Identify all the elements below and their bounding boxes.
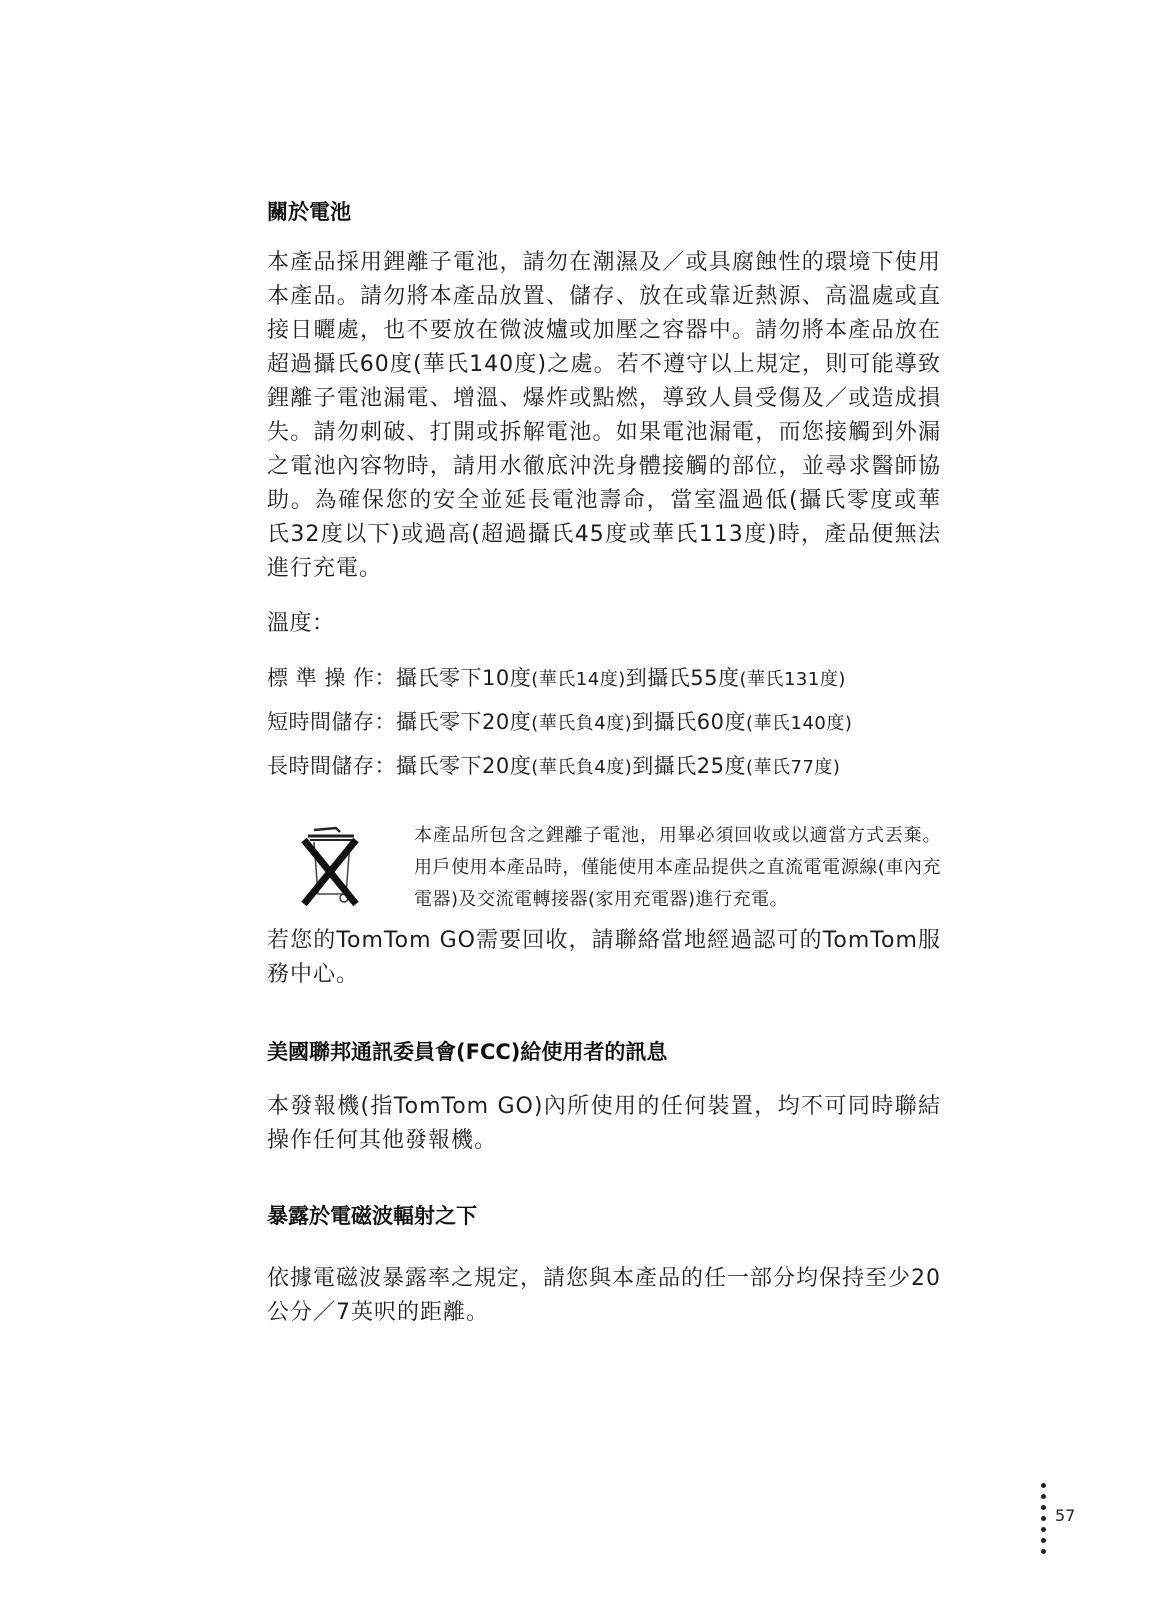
temp-row-short-storage <box>267 706 852 736</box>
temperature-label: 溫度： <box>267 611 335 636</box>
temp-row-fahrenheit-high: (華氏77度) <box>745 757 841 778</box>
temp-row-range: 攝氏零下10度 <box>396 666 532 690</box>
temp-row-label: 標 準 操 作： <box>267 666 397 690</box>
temp-row-fahrenheit-low: (華氏負4度) <box>531 713 633 734</box>
temp-row-label: 短時間儲存： <box>267 710 396 734</box>
page-number: 57 <box>1055 1506 1076 1525</box>
temp-row-range: 攝氏零下20度 <box>396 710 532 734</box>
temp-row-range-high: 到攝氏25度 <box>632 754 746 778</box>
emf-heading: 暴露於電磁波輻射之下 <box>267 1204 477 1228</box>
temp-row-range-high: 到攝氏55度 <box>625 666 740 690</box>
temp-row-range: 攝氏零下20度 <box>396 754 532 778</box>
battery-paragraph: 本產品採用鋰離子電池，請勿在潮濕及／或具腐蝕性的環境下使用本產品。請勿將本產品放置、儲存、放在或靠近熱源、高溫處或直接日曬處，也不要放在微波爐或加壓之容器中。請勿將本產品放在超過攝氏60度(華氏140度)之處。若不遵守以上規定，則可能導致鋰離子電池漏電、增溫、爆炸或點燃，導致人員受傷及／或造成損失。請勿刺破、打開或拆解電池。如果電池漏電，而您接觸到外漏之電池內容物時，請用水徹底沖洗身體接觸的部位，並尋求醫師協助。為確保您的安全並延長電池壽命，當室溫過低(攝氏零度或華氏32度以下)或過高(超過攝氏45度或華氏113度)時，產品便無法進行充電。 <box>267 250 941 581</box>
recycle-note: 本產品所包含之鋰離子電池，用畢必須回收或以適當方式丟棄。用戶使用本產品時，僅能使用本產品提供之直流電電源線(車內充電器)及交流電轉接器(家用充電器)進行充電。 <box>414 825 941 910</box>
recycle-contact-paragraph: 若您的TomTom GO需要回收，請聯絡當地經過認可的TomTom服務中心。 <box>267 928 941 987</box>
page-dots-decoration <box>1041 1483 1049 1560</box>
temp-row-fahrenheit-high: (華氏140度) <box>745 713 853 734</box>
crossed-out-wheelie-bin-icon <box>300 822 362 910</box>
temp-row-long-storage <box>267 750 840 780</box>
battery-heading: 關於電池 <box>267 200 351 224</box>
fcc-paragraph: 本發報機(指TomTom GO)內所使用的任何裝置，均不可同時聯結操作任何其他發報機。 <box>267 1094 941 1153</box>
temp-row-range-high: 到攝氏60度 <box>632 710 746 734</box>
temp-row-fahrenheit-high: (華氏131度) <box>739 669 846 690</box>
temp-row-fahrenheit-low: (華氏負4度) <box>531 757 633 778</box>
emf-paragraph: 依據電磁波暴露率之規定，請您與本產品的任一部分均保持至少20公分／7英呎的距離。 <box>267 1266 941 1325</box>
temp-row-standard <box>267 662 846 692</box>
temp-row-label: 長時間儲存： <box>267 754 396 778</box>
fcc-heading: 美國聯邦通訊委員會(FCC)給使用者的訊息 <box>267 1040 668 1064</box>
temp-row-fahrenheit-low: (華氏14度) <box>531 669 626 690</box>
